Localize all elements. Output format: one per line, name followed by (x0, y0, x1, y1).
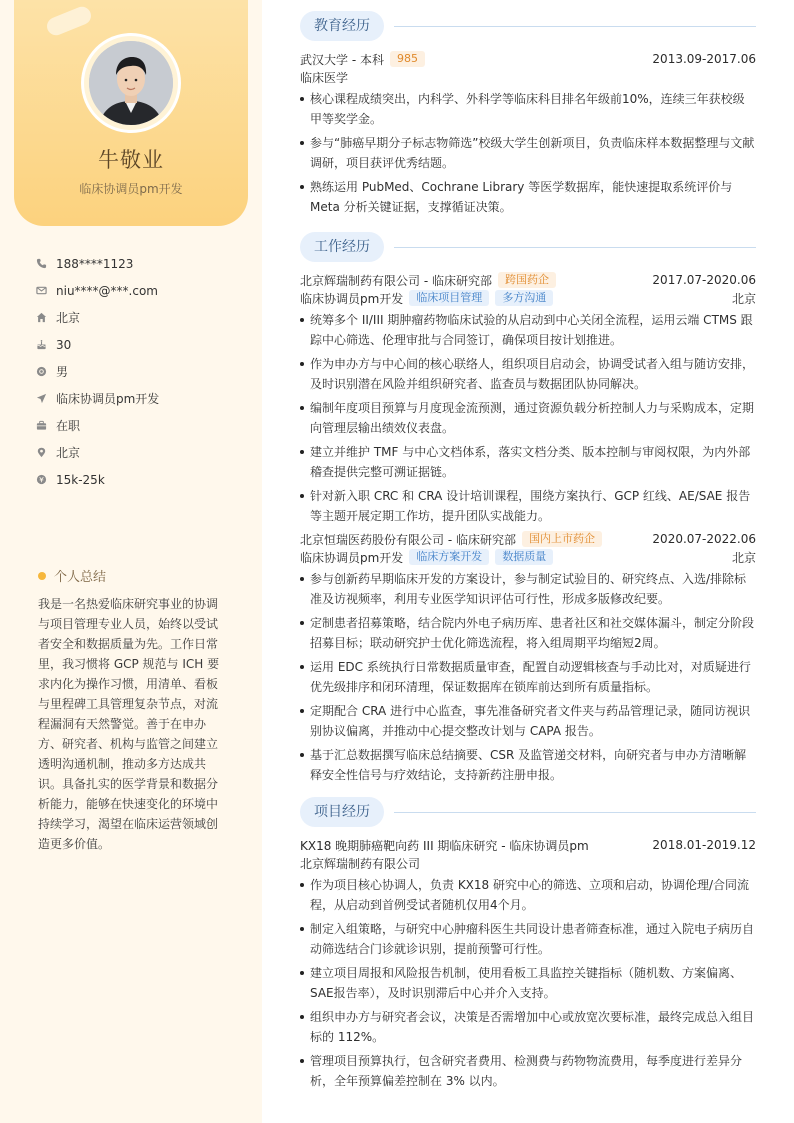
skill-tag: 临床方案开发 (409, 549, 489, 565)
project-company: 北京辉瑞制药有限公司 (300, 856, 421, 871)
project-bullets (300, 875, 756, 1091)
info-phone (36, 250, 246, 277)
list-item: 定期配合 CRA 进行中心监查，事先准备研究者文件夹与药品管理记录，随同访视识别协议偏离，并推动中心提交整改计划与 CAPA 报告。 (300, 701, 756, 741)
section-header (300, 797, 756, 827)
decorative-shape (44, 4, 93, 38)
job-bullets (300, 310, 756, 526)
info-email (36, 277, 246, 304)
salary-text: 15k-25k (56, 472, 105, 487)
list-item: 建立并维护 TMF 与中心文档体系，落实文档分类、版本控制与审阅权限，为内外部稽查提供完整可溯证据链。 (300, 442, 756, 482)
list-item: 核心课程成绩突出，内科学、外科学等临床科目排名年级前10%，连续三年获校级甲等奖学金。 (300, 89, 756, 129)
location-icon (36, 447, 47, 458)
section-title: 教育经历 (300, 11, 384, 41)
info-gender (36, 358, 246, 385)
list-item: 统筹多个 II/III 期肿瘤药物临床试验的从启动到中心关闭全流程，运用云端 CTMS 跟踪中心筛选、伦理审批与合同签订，确保项目按计划推进。 (300, 310, 756, 350)
status-text: 在职 (56, 419, 81, 433)
home-icon (36, 312, 47, 323)
job-role-row (300, 548, 756, 566)
profile-header (14, 0, 248, 226)
cake-icon (36, 339, 47, 350)
send-icon (36, 393, 47, 404)
phone-text: 188****1123 (56, 256, 134, 271)
salary-icon (36, 474, 47, 485)
bullet-dot-icon (38, 572, 46, 580)
info-residence (36, 304, 246, 331)
briefcase-icon (36, 420, 47, 431)
divider (394, 812, 756, 813)
city-text: 北京 (56, 446, 81, 460)
company-tag: 国内上市药企 (522, 531, 602, 547)
project-section (300, 797, 756, 1095)
gender-icon (36, 366, 47, 377)
divider (394, 26, 756, 27)
section-header (300, 11, 756, 41)
residence-text: 北京 (56, 311, 81, 325)
project-header (300, 836, 756, 854)
major-row (300, 68, 756, 86)
list-item: 参与“肺癌早期分子标志物筛选”校级大学生创新项目，负责临床样本数据整理与文献调研，项目获评优秀结题。 (300, 133, 756, 173)
list-item: 运用 EDC 系统执行日常数据质量审查，配置自动逻辑核查与手动比对，对质疑进行优先级排序和闭环清理，保证数据库在锁库前达到所有质量指标。 (300, 657, 756, 697)
skill-tag: 临床项目管理 (409, 290, 489, 306)
job-role: 临床协调员pm开发 (300, 291, 404, 306)
info-age (36, 331, 246, 358)
phone-icon (36, 258, 47, 269)
job-city: 北京 (731, 291, 756, 306)
list-item: 组织申办方与研究者会议，决策是否需增加中心或放宽次要标准，最终完成总入组目标的 112%。 (300, 1007, 756, 1047)
list-item: 编制年度项目预算与月度现金流预测，通过资源负载分析控制人力与采购成本，定期向管理层输出绩效仪表盘。 (300, 398, 756, 438)
job-date: 2017.07-2020.06 (652, 273, 756, 287)
job-date: 2020.07-2022.06 (652, 532, 756, 546)
age-text: 30 (56, 337, 72, 352)
major: 临床医学 (300, 70, 349, 85)
list-item: 管理项目预算执行，包含研究者费用、检测费与药物物流费用，每季度进行差异分析，全年预算偏差控制在 3% 以内。 (300, 1051, 756, 1091)
job-city: 北京 (731, 550, 756, 565)
list-item: 针对新入职 CRC 和 CRA 设计培训课程，围绕方案执行、GCP 红线、AE/SAE 报告等主题开展定期工作坊，提升团队实战能力。 (300, 486, 756, 526)
list-item: 作为项目核心协调人，负责 KX18 研究中心的筛选、立项和启动，协调伦理/合同流程，从启动到首例受试者随机仅用4个月。 (300, 875, 756, 915)
school-tag: 985 (390, 51, 425, 67)
summary-heading (38, 566, 106, 585)
company-name: 北京恒瑞医药股份有限公司 - 临床研究部 (300, 532, 516, 547)
school-name: 武汉大学 - 本科 (300, 52, 384, 67)
job-role: 临床协调员pm开发 (300, 550, 404, 565)
list-item: 基于汇总数据撰写临床总结摘要、CSR 及监管递交材料，向研究者与申办方清晰解释安全性信号与疗效结论，支持新药注册申报。 (300, 745, 756, 785)
section-title: 项目经历 (300, 797, 384, 827)
education-date: 2013.09-2017.06 (652, 52, 756, 66)
list-item: 作为申办方与中心间的核心联络人，组织项目启动会，协调受试者入组与随访安排，及时识别潜在风险并组织研究者、监查员与数据团队协同解决。 (300, 354, 756, 394)
company-tag: 跨国药企 (498, 272, 556, 288)
skill-tag: 多方沟通 (495, 290, 553, 306)
education-section (300, 11, 756, 221)
list-item: 定制患者招募策略，结合院内外电子病历库、患者社区和社交媒体漏斗，制定分阶段招募目标；联动研究护士优化筛选流程，将入组周期平均缩短2周。 (300, 613, 756, 653)
job-role-row (300, 289, 756, 307)
divider (394, 247, 756, 248)
avatar (89, 41, 173, 125)
list-item: 熟练运用 PubMed、Cochrane Library 等医学数据库，能快速提取系统评价与 Meta 分析关键证据，支撑循证决策。 (300, 177, 756, 217)
education-header (300, 50, 756, 68)
list-item: 参与创新药早期临床开发的方案设计，参与制定试验目的、研究终点、入选/排除标准及访视频率，利用专业医学知识评估可行性，形成多版修改纪要。 (300, 569, 756, 609)
job-bullets (300, 569, 756, 785)
job-header (300, 271, 756, 289)
education-bullets (300, 89, 756, 217)
skill-tag: 数据质量 (495, 549, 553, 565)
company-name: 北京辉瑞制药有限公司 - 临床研究部 (300, 273, 492, 288)
summary-text: 我是一名热爱临床研究事业的协调与项目管理专业人员，始终以受试者安全和数据质量为先。工作日常里，我习惯将 GCP 规范与 ICH 要求内化为操作习惯，用清单、看板与里程碑工具管理复杂节点，对流程漏洞有天然警觉。善于在申办方、研究者、机构与监管之间建立透明沟通机制，推动多方达成共识。具备扎实的医学背景和数据分析能力，能够在快速变化的环境中持续学习，渴望在临床运营领域创造更多价值。 (38, 597, 220, 851)
avatar-frame (84, 36, 178, 130)
job-header (300, 530, 756, 548)
info-city (36, 439, 246, 466)
section-title: 工作经历 (300, 232, 384, 262)
project-name: KX18 晚期肺癌靶向药 III 期临床研究 - 临床协调员pm (300, 838, 589, 853)
job-title: 临床协调员pm开发 (79, 182, 183, 196)
summary-title: 个人总结 (54, 570, 107, 585)
info-status (36, 412, 246, 439)
email-text: niu****@***.com (56, 283, 158, 298)
target-job-text: 临床协调员pm开发 (56, 392, 160, 406)
project-date: 2018.01-2019.12 (652, 838, 756, 852)
gender-text: 男 (56, 365, 69, 379)
section-header (300, 232, 756, 262)
person-name: 牛敬业 (98, 148, 164, 172)
project-company-row (300, 854, 756, 872)
list-item: 制定入组策略，与研究中心肿瘤科医生共同设计患者筛查标准，通过入院电子病历自动筛选结合门诊就诊识别，提前预警可行性。 (300, 919, 756, 959)
contact-info (36, 250, 246, 493)
mail-icon (36, 285, 47, 296)
work-section (300, 232, 756, 789)
sidebar (0, 0, 262, 1123)
info-salary (36, 466, 246, 493)
list-item: 建立项目周报和风险报告机制，使用看板工具监控关键指标（随机数、方案偏离、SAE报告率），及时识别滞后中心并介入支持。 (300, 963, 756, 1003)
info-target-job (36, 385, 246, 412)
